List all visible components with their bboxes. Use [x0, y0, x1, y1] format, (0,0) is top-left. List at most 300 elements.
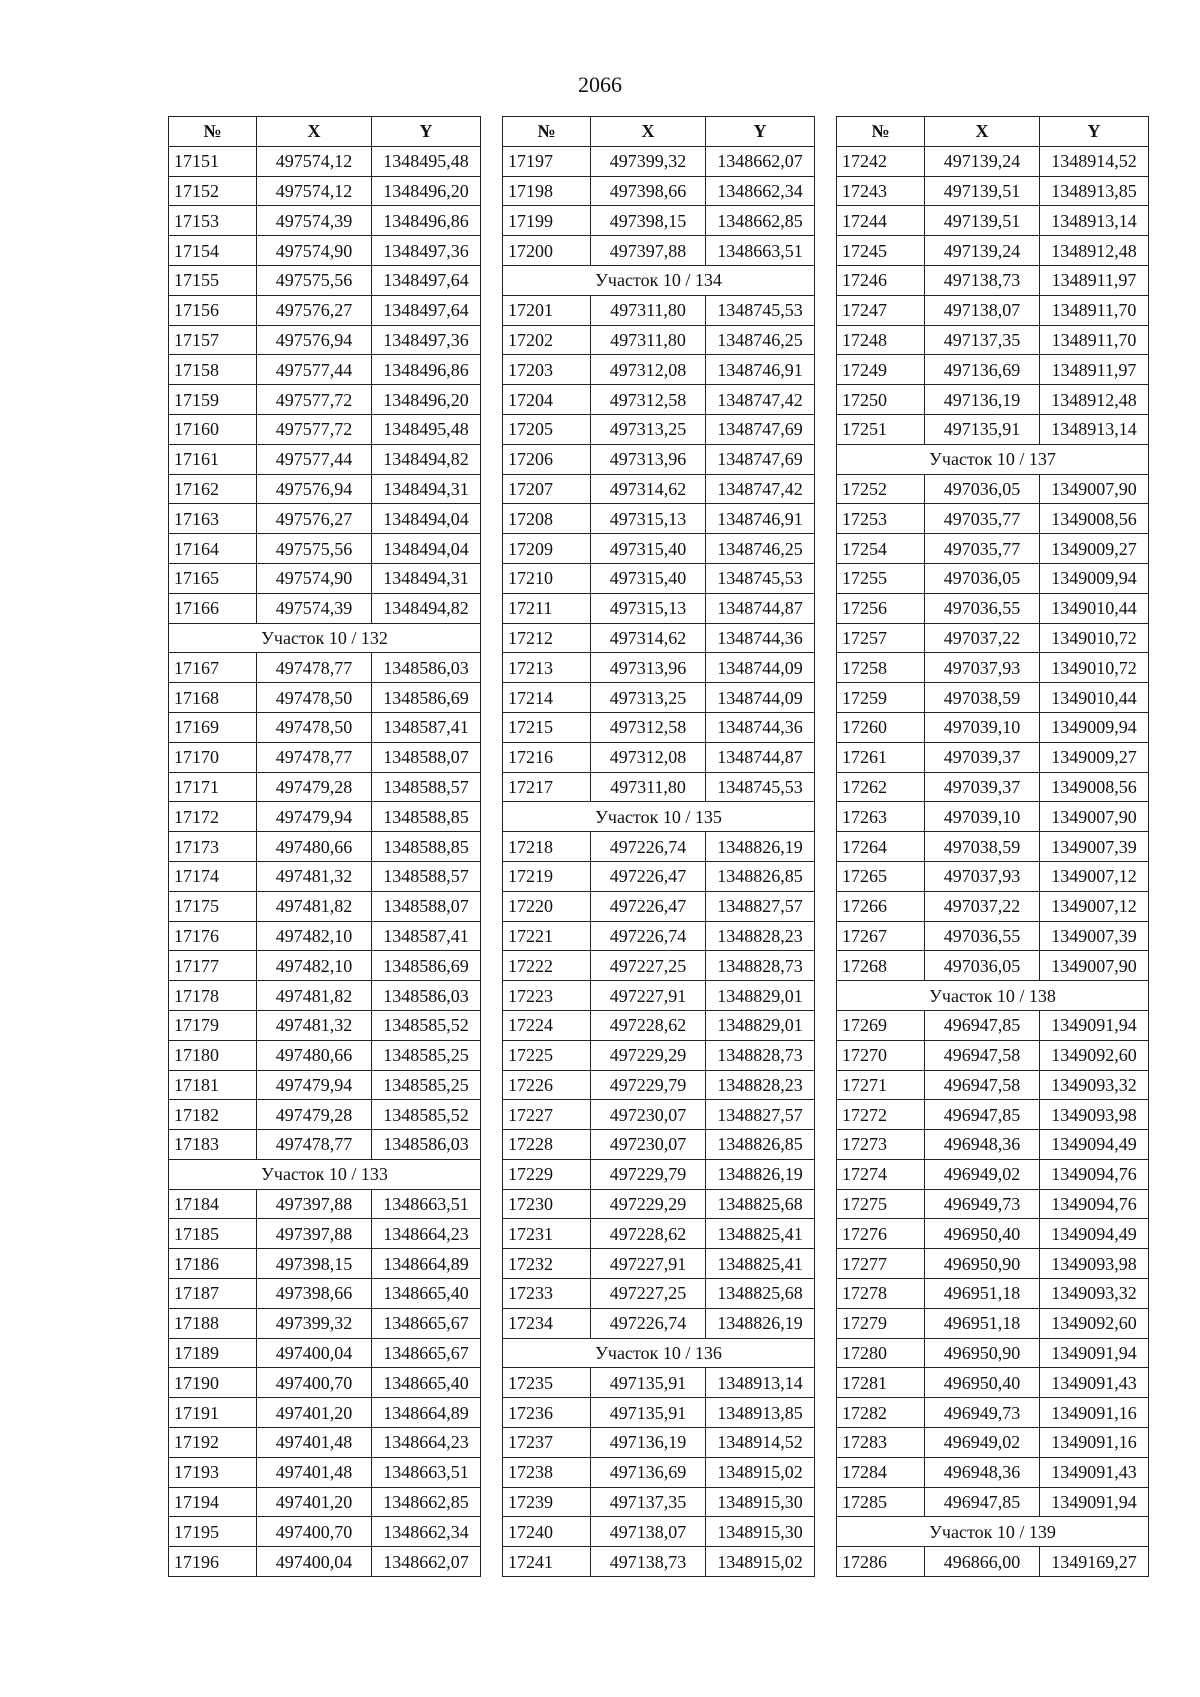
- point-number-cell: 17246: [837, 265, 925, 295]
- x-coordinate-cell: 497227,91: [591, 1249, 706, 1279]
- table-row: [503, 1547, 815, 1577]
- table-row: [503, 623, 815, 653]
- x-coordinate-cell: 497039,10: [925, 712, 1040, 742]
- y-coordinate-cell: 1348826,19: [706, 832, 815, 862]
- point-number-cell: 17164: [169, 534, 257, 564]
- x-coordinate-cell: 497480,66: [257, 832, 372, 862]
- header-x: X: [925, 117, 1040, 147]
- x-coordinate-cell: 496947,85: [925, 1100, 1040, 1130]
- y-coordinate-cell: 1348665,67: [372, 1308, 481, 1338]
- y-coordinate-cell: 1348913,14: [1040, 414, 1149, 444]
- x-coordinate-cell: 497574,90: [257, 236, 372, 266]
- y-coordinate-cell: 1348829,01: [706, 981, 815, 1011]
- point-number-cell: 17195: [169, 1517, 257, 1547]
- section-label: Участок 10 / 137: [837, 444, 1149, 474]
- table-row: [503, 1040, 815, 1070]
- table-row: [837, 861, 1149, 891]
- x-coordinate-cell: 497479,94: [257, 1070, 372, 1100]
- table-row: [169, 1487, 481, 1517]
- y-coordinate-cell: 1348495,48: [372, 414, 481, 444]
- table-row: [503, 653, 815, 683]
- point-number-cell: 17282: [837, 1398, 925, 1428]
- x-coordinate-cell: 497226,74: [591, 1308, 706, 1338]
- table-row: [169, 712, 481, 742]
- x-coordinate-cell: 497399,32: [591, 146, 706, 176]
- table-row: [169, 1100, 481, 1130]
- point-number-cell: 17214: [503, 683, 591, 713]
- section-row: [503, 265, 815, 295]
- header-num: №: [169, 117, 257, 147]
- table-row: [837, 1398, 1149, 1428]
- table-row: [837, 1547, 1149, 1577]
- point-number-cell: 17163: [169, 504, 257, 534]
- table-row: [169, 1547, 481, 1577]
- header-num: №: [503, 117, 591, 147]
- x-coordinate-cell: 497037,22: [925, 891, 1040, 921]
- point-number-cell: 17248: [837, 325, 925, 355]
- x-coordinate-cell: 497039,10: [925, 802, 1040, 832]
- table-row: [503, 1189, 815, 1219]
- point-number-cell: 17269: [837, 1010, 925, 1040]
- point-number-cell: 17243: [837, 176, 925, 206]
- x-coordinate-cell: 497577,44: [257, 444, 372, 474]
- point-number-cell: 17194: [169, 1487, 257, 1517]
- x-coordinate-cell: 497038,59: [925, 683, 1040, 713]
- x-coordinate-cell: 497313,25: [591, 414, 706, 444]
- y-coordinate-cell: 1348747,69: [706, 444, 815, 474]
- point-number-cell: 17242: [837, 146, 925, 176]
- y-coordinate-cell: 1348662,34: [706, 176, 815, 206]
- y-coordinate-cell: 1348494,31: [372, 563, 481, 593]
- point-number-cell: 17186: [169, 1249, 257, 1279]
- x-coordinate-cell: 497037,93: [925, 653, 1040, 683]
- point-number-cell: 17168: [169, 683, 257, 713]
- table-row: [837, 534, 1149, 564]
- table-row: [503, 1308, 815, 1338]
- y-coordinate-cell: 1348496,86: [372, 206, 481, 236]
- table-row: [837, 1010, 1149, 1040]
- table-row: [169, 474, 481, 504]
- y-coordinate-cell: 1348828,73: [706, 951, 815, 981]
- point-number-cell: 17199: [503, 206, 591, 236]
- y-coordinate-cell: 1349007,90: [1040, 951, 1149, 981]
- x-coordinate-cell: 497312,58: [591, 385, 706, 415]
- x-coordinate-cell: 497311,80: [591, 772, 706, 802]
- point-number-cell: 17209: [503, 534, 591, 564]
- y-coordinate-cell: 1348663,51: [372, 1457, 481, 1487]
- table-row: [503, 981, 815, 1011]
- header-x: X: [257, 117, 372, 147]
- point-number-cell: 17212: [503, 623, 591, 653]
- table-row: [837, 712, 1149, 742]
- x-coordinate-cell: 497479,94: [257, 802, 372, 832]
- point-number-cell: 17217: [503, 772, 591, 802]
- y-coordinate-cell: 1348825,68: [706, 1189, 815, 1219]
- x-coordinate-cell: 497312,08: [591, 355, 706, 385]
- y-coordinate-cell: 1348911,97: [1040, 355, 1149, 385]
- table-row: [169, 951, 481, 981]
- x-coordinate-cell: 497575,56: [257, 265, 372, 295]
- section-label: Участок 10 / 139: [837, 1517, 1149, 1547]
- table-row: [169, 1189, 481, 1219]
- header-num: №: [837, 117, 925, 147]
- x-coordinate-cell: 497226,74: [591, 832, 706, 862]
- section-label: Участок 10 / 135: [503, 802, 815, 832]
- y-coordinate-cell: 1348587,41: [372, 712, 481, 742]
- x-coordinate-cell: 497576,27: [257, 295, 372, 325]
- point-number-cell: 17284: [837, 1457, 925, 1487]
- point-number-cell: 17213: [503, 653, 591, 683]
- point-number-cell: 17254: [837, 534, 925, 564]
- point-number-cell: 17211: [503, 593, 591, 623]
- y-coordinate-cell: 1349093,98: [1040, 1249, 1149, 1279]
- x-coordinate-cell: 497397,88: [257, 1219, 372, 1249]
- x-coordinate-cell: 497138,73: [591, 1547, 706, 1577]
- x-coordinate-cell: 497037,22: [925, 623, 1040, 653]
- point-number-cell: 17278: [837, 1279, 925, 1309]
- point-number-cell: 17258: [837, 653, 925, 683]
- x-coordinate-cell: 497313,96: [591, 653, 706, 683]
- x-coordinate-cell: 496948,36: [925, 1130, 1040, 1160]
- x-coordinate-cell: 496948,36: [925, 1457, 1040, 1487]
- x-coordinate-cell: 497481,32: [257, 861, 372, 891]
- y-coordinate-cell: 1348828,23: [706, 1070, 815, 1100]
- x-coordinate-cell: 497035,77: [925, 504, 1040, 534]
- table-row: [837, 1279, 1149, 1309]
- x-coordinate-cell: 497479,28: [257, 1100, 372, 1130]
- y-coordinate-cell: 1348496,20: [372, 385, 481, 415]
- y-coordinate-cell: 1348662,85: [372, 1487, 481, 1517]
- x-coordinate-cell: 497400,04: [257, 1547, 372, 1577]
- y-coordinate-cell: 1349091,94: [1040, 1010, 1149, 1040]
- x-coordinate-cell: 497575,56: [257, 534, 372, 564]
- y-coordinate-cell: 1348747,69: [706, 414, 815, 444]
- table-row: [169, 772, 481, 802]
- table-row: [169, 504, 481, 534]
- x-coordinate-cell: 497481,82: [257, 891, 372, 921]
- table-row: [503, 1428, 815, 1458]
- point-number-cell: 17155: [169, 265, 257, 295]
- point-number-cell: 17152: [169, 176, 257, 206]
- x-coordinate-cell: 497226,47: [591, 891, 706, 921]
- table-row: [169, 385, 481, 415]
- y-coordinate-cell: 1349091,43: [1040, 1457, 1149, 1487]
- x-coordinate-cell: 497401,20: [257, 1487, 372, 1517]
- point-number-cell: 17180: [169, 1040, 257, 1070]
- point-number-cell: 17274: [837, 1159, 925, 1189]
- y-coordinate-cell: 1349093,98: [1040, 1100, 1149, 1130]
- y-coordinate-cell: 1348911,97: [1040, 265, 1149, 295]
- x-coordinate-cell: 497481,82: [257, 981, 372, 1011]
- y-coordinate-cell: 1348915,30: [706, 1517, 815, 1547]
- point-number-cell: 17244: [837, 206, 925, 236]
- point-number-cell: 17229: [503, 1159, 591, 1189]
- y-coordinate-cell: 1349091,94: [1040, 1487, 1149, 1517]
- x-coordinate-cell: 497039,37: [925, 742, 1040, 772]
- x-coordinate-cell: 496947,58: [925, 1040, 1040, 1070]
- table-row: [837, 146, 1149, 176]
- y-coordinate-cell: 1348826,85: [706, 861, 815, 891]
- point-number-cell: 17231: [503, 1219, 591, 1249]
- section-row: [837, 444, 1149, 474]
- table-row: [169, 1070, 481, 1100]
- table-row: [837, 593, 1149, 623]
- y-coordinate-cell: 1349008,56: [1040, 772, 1149, 802]
- point-number-cell: 17273: [837, 1130, 925, 1160]
- point-number-cell: 17162: [169, 474, 257, 504]
- table-row: [503, 921, 815, 951]
- x-coordinate-cell: 497139,51: [925, 206, 1040, 236]
- point-number-cell: 17198: [503, 176, 591, 206]
- x-coordinate-cell: 497036,05: [925, 951, 1040, 981]
- point-number-cell: 17170: [169, 742, 257, 772]
- point-number-cell: 17279: [837, 1308, 925, 1338]
- y-coordinate-cell: 1349009,27: [1040, 742, 1149, 772]
- table-row: [837, 1130, 1149, 1160]
- table-row: [503, 1100, 815, 1130]
- point-number-cell: 17234: [503, 1308, 591, 1338]
- y-coordinate-cell: 1348744,87: [706, 742, 815, 772]
- y-coordinate-cell: 1349094,76: [1040, 1159, 1149, 1189]
- point-number-cell: 17267: [837, 921, 925, 951]
- y-coordinate-cell: 1348915,02: [706, 1547, 815, 1577]
- y-coordinate-cell: 1348663,51: [372, 1189, 481, 1219]
- x-coordinate-cell: 497397,88: [257, 1189, 372, 1219]
- x-coordinate-cell: 497226,47: [591, 861, 706, 891]
- y-coordinate-cell: 1348911,70: [1040, 295, 1149, 325]
- point-number-cell: 17161: [169, 444, 257, 474]
- table-row: [503, 832, 815, 862]
- table-row: [169, 1517, 481, 1547]
- x-coordinate-cell: 496947,85: [925, 1010, 1040, 1040]
- x-coordinate-cell: 497229,79: [591, 1159, 706, 1189]
- y-coordinate-cell: 1348827,57: [706, 891, 815, 921]
- table-row: [503, 474, 815, 504]
- x-coordinate-cell: 497314,62: [591, 623, 706, 653]
- point-number-cell: 17236: [503, 1398, 591, 1428]
- x-coordinate-cell: 497139,24: [925, 146, 1040, 176]
- table-row: [503, 146, 815, 176]
- table-row: [837, 414, 1149, 444]
- table-row: [503, 176, 815, 206]
- table-row: [503, 1219, 815, 1249]
- point-number-cell: 17208: [503, 504, 591, 534]
- point-number-cell: 17222: [503, 951, 591, 981]
- table-row: [169, 265, 481, 295]
- table-header-row: [503, 117, 815, 147]
- table-row: [169, 355, 481, 385]
- point-number-cell: 17264: [837, 832, 925, 862]
- x-coordinate-cell: 497037,93: [925, 861, 1040, 891]
- y-coordinate-cell: 1348826,19: [706, 1308, 815, 1338]
- table-row: [837, 504, 1149, 534]
- x-coordinate-cell: 497574,12: [257, 176, 372, 206]
- section-label: Участок 10 / 136: [503, 1338, 815, 1368]
- table-row: [169, 832, 481, 862]
- x-coordinate-cell: 497574,39: [257, 593, 372, 623]
- x-coordinate-cell: 497478,77: [257, 1130, 372, 1160]
- table-row: [503, 1130, 815, 1160]
- y-coordinate-cell: 1348588,85: [372, 802, 481, 832]
- x-coordinate-cell: 497478,50: [257, 683, 372, 713]
- table-row: [837, 563, 1149, 593]
- y-coordinate-cell: 1348912,48: [1040, 385, 1149, 415]
- point-number-cell: 17197: [503, 146, 591, 176]
- point-number-cell: 17265: [837, 861, 925, 891]
- table-row: [837, 1070, 1149, 1100]
- y-coordinate-cell: 1348747,42: [706, 385, 815, 415]
- x-coordinate-cell: 497398,66: [591, 176, 706, 206]
- table-row: [503, 206, 815, 236]
- point-number-cell: 17191: [169, 1398, 257, 1428]
- point-number-cell: 17177: [169, 951, 257, 981]
- y-coordinate-cell: 1349169,27: [1040, 1547, 1149, 1577]
- x-coordinate-cell: 497576,94: [257, 474, 372, 504]
- x-coordinate-cell: 497313,25: [591, 683, 706, 713]
- table-row: [169, 1040, 481, 1070]
- section-label: Участок 10 / 134: [503, 265, 815, 295]
- point-number-cell: 17238: [503, 1457, 591, 1487]
- point-number-cell: 17172: [169, 802, 257, 832]
- y-coordinate-cell: 1348665,67: [372, 1338, 481, 1368]
- point-number-cell: 17169: [169, 712, 257, 742]
- x-coordinate-cell: 497574,39: [257, 206, 372, 236]
- point-number-cell: 17221: [503, 921, 591, 951]
- table-row: [837, 653, 1149, 683]
- y-coordinate-cell: 1348662,07: [372, 1547, 481, 1577]
- table-row: [503, 683, 815, 713]
- x-coordinate-cell: 497314,62: [591, 474, 706, 504]
- section-row: [837, 981, 1149, 1011]
- y-coordinate-cell: 1349093,32: [1040, 1279, 1149, 1309]
- x-coordinate-cell: 497230,07: [591, 1100, 706, 1130]
- x-coordinate-cell: 497577,72: [257, 385, 372, 415]
- y-coordinate-cell: 1349010,72: [1040, 623, 1149, 653]
- point-number-cell: 17251: [837, 414, 925, 444]
- y-coordinate-cell: 1348745,53: [706, 563, 815, 593]
- y-coordinate-cell: 1349010,44: [1040, 593, 1149, 623]
- x-coordinate-cell: 497312,58: [591, 712, 706, 742]
- point-number-cell: 17239: [503, 1487, 591, 1517]
- x-coordinate-cell: 497398,66: [257, 1279, 372, 1309]
- table-row: [837, 742, 1149, 772]
- y-coordinate-cell: 1348497,36: [372, 325, 481, 355]
- point-number-cell: 17171: [169, 772, 257, 802]
- point-number-cell: 17207: [503, 474, 591, 504]
- point-number-cell: 17210: [503, 563, 591, 593]
- point-number-cell: 17202: [503, 325, 591, 355]
- x-coordinate-cell: 497135,91: [925, 414, 1040, 444]
- y-coordinate-cell: 1349007,39: [1040, 832, 1149, 862]
- point-number-cell: 17276: [837, 1219, 925, 1249]
- y-coordinate-cell: 1348825,41: [706, 1249, 815, 1279]
- y-coordinate-cell: 1348745,53: [706, 295, 815, 325]
- point-number-cell: 17263: [837, 802, 925, 832]
- point-number-cell: 17190: [169, 1368, 257, 1398]
- table-row: [837, 176, 1149, 206]
- x-coordinate-cell: 497479,28: [257, 772, 372, 802]
- x-coordinate-cell: 497478,77: [257, 742, 372, 772]
- y-coordinate-cell: 1348586,03: [372, 1130, 481, 1160]
- x-coordinate-cell: 497399,32: [257, 1308, 372, 1338]
- table-row: [169, 295, 481, 325]
- table-row: [503, 772, 815, 802]
- y-coordinate-cell: 1348828,73: [706, 1040, 815, 1070]
- table-row: [169, 802, 481, 832]
- y-coordinate-cell: 1348828,23: [706, 921, 815, 951]
- x-coordinate-cell: 496949,02: [925, 1159, 1040, 1189]
- x-coordinate-cell: 497227,25: [591, 1279, 706, 1309]
- point-number-cell: 17192: [169, 1428, 257, 1458]
- y-coordinate-cell: 1348588,85: [372, 832, 481, 862]
- x-coordinate-cell: 497480,66: [257, 1040, 372, 1070]
- y-coordinate-cell: 1348585,25: [372, 1070, 481, 1100]
- point-number-cell: 17215: [503, 712, 591, 742]
- y-coordinate-cell: 1348586,69: [372, 951, 481, 981]
- x-coordinate-cell: 497228,62: [591, 1219, 706, 1249]
- y-coordinate-cell: 1348662,07: [706, 146, 815, 176]
- y-coordinate-cell: 1348746,25: [706, 534, 815, 564]
- section-label: Участок 10 / 133: [169, 1159, 481, 1189]
- x-coordinate-cell: 497138,07: [925, 295, 1040, 325]
- point-number-cell: 17220: [503, 891, 591, 921]
- point-number-cell: 17196: [169, 1547, 257, 1577]
- table-row: [503, 1010, 815, 1040]
- point-number-cell: 17280: [837, 1338, 925, 1368]
- point-number-cell: 17259: [837, 683, 925, 713]
- x-coordinate-cell: 497397,88: [591, 236, 706, 266]
- x-coordinate-cell: 497577,72: [257, 414, 372, 444]
- table-row: [169, 1398, 481, 1428]
- x-coordinate-cell: 497139,51: [925, 176, 1040, 206]
- point-number-cell: 17272: [837, 1100, 925, 1130]
- x-coordinate-cell: 497038,59: [925, 832, 1040, 862]
- y-coordinate-cell: 1348662,34: [372, 1517, 481, 1547]
- point-number-cell: 17257: [837, 623, 925, 653]
- y-coordinate-cell: 1349094,49: [1040, 1130, 1149, 1160]
- y-coordinate-cell: 1348495,48: [372, 146, 481, 176]
- y-coordinate-cell: 1348497,64: [372, 295, 481, 325]
- point-number-cell: 17224: [503, 1010, 591, 1040]
- table-row: [169, 1279, 481, 1309]
- point-number-cell: 17205: [503, 414, 591, 444]
- table-row: [169, 891, 481, 921]
- x-coordinate-cell: 497136,69: [591, 1457, 706, 1487]
- table-row: [503, 1487, 815, 1517]
- table-row: [503, 385, 815, 415]
- y-coordinate-cell: 1348662,85: [706, 206, 815, 236]
- table-row: [837, 206, 1149, 236]
- table-row: [503, 504, 815, 534]
- table-row: [837, 1100, 1149, 1130]
- y-coordinate-cell: 1348587,41: [372, 921, 481, 951]
- y-coordinate-cell: 1349094,76: [1040, 1189, 1149, 1219]
- table-row: [503, 593, 815, 623]
- table-header-row: [837, 117, 1149, 147]
- x-coordinate-cell: 497226,74: [591, 921, 706, 951]
- x-coordinate-cell: 497400,70: [257, 1517, 372, 1547]
- x-coordinate-cell: 497315,40: [591, 534, 706, 564]
- table-row: [837, 1457, 1149, 1487]
- table-row: [837, 385, 1149, 415]
- x-coordinate-cell: 497229,29: [591, 1189, 706, 1219]
- table-row: [169, 921, 481, 951]
- table-row: [837, 1040, 1149, 1070]
- x-coordinate-cell: 497039,37: [925, 772, 1040, 802]
- y-coordinate-cell: 1349010,72: [1040, 653, 1149, 683]
- y-coordinate-cell: 1349093,32: [1040, 1070, 1149, 1100]
- point-number-cell: 17286: [837, 1547, 925, 1577]
